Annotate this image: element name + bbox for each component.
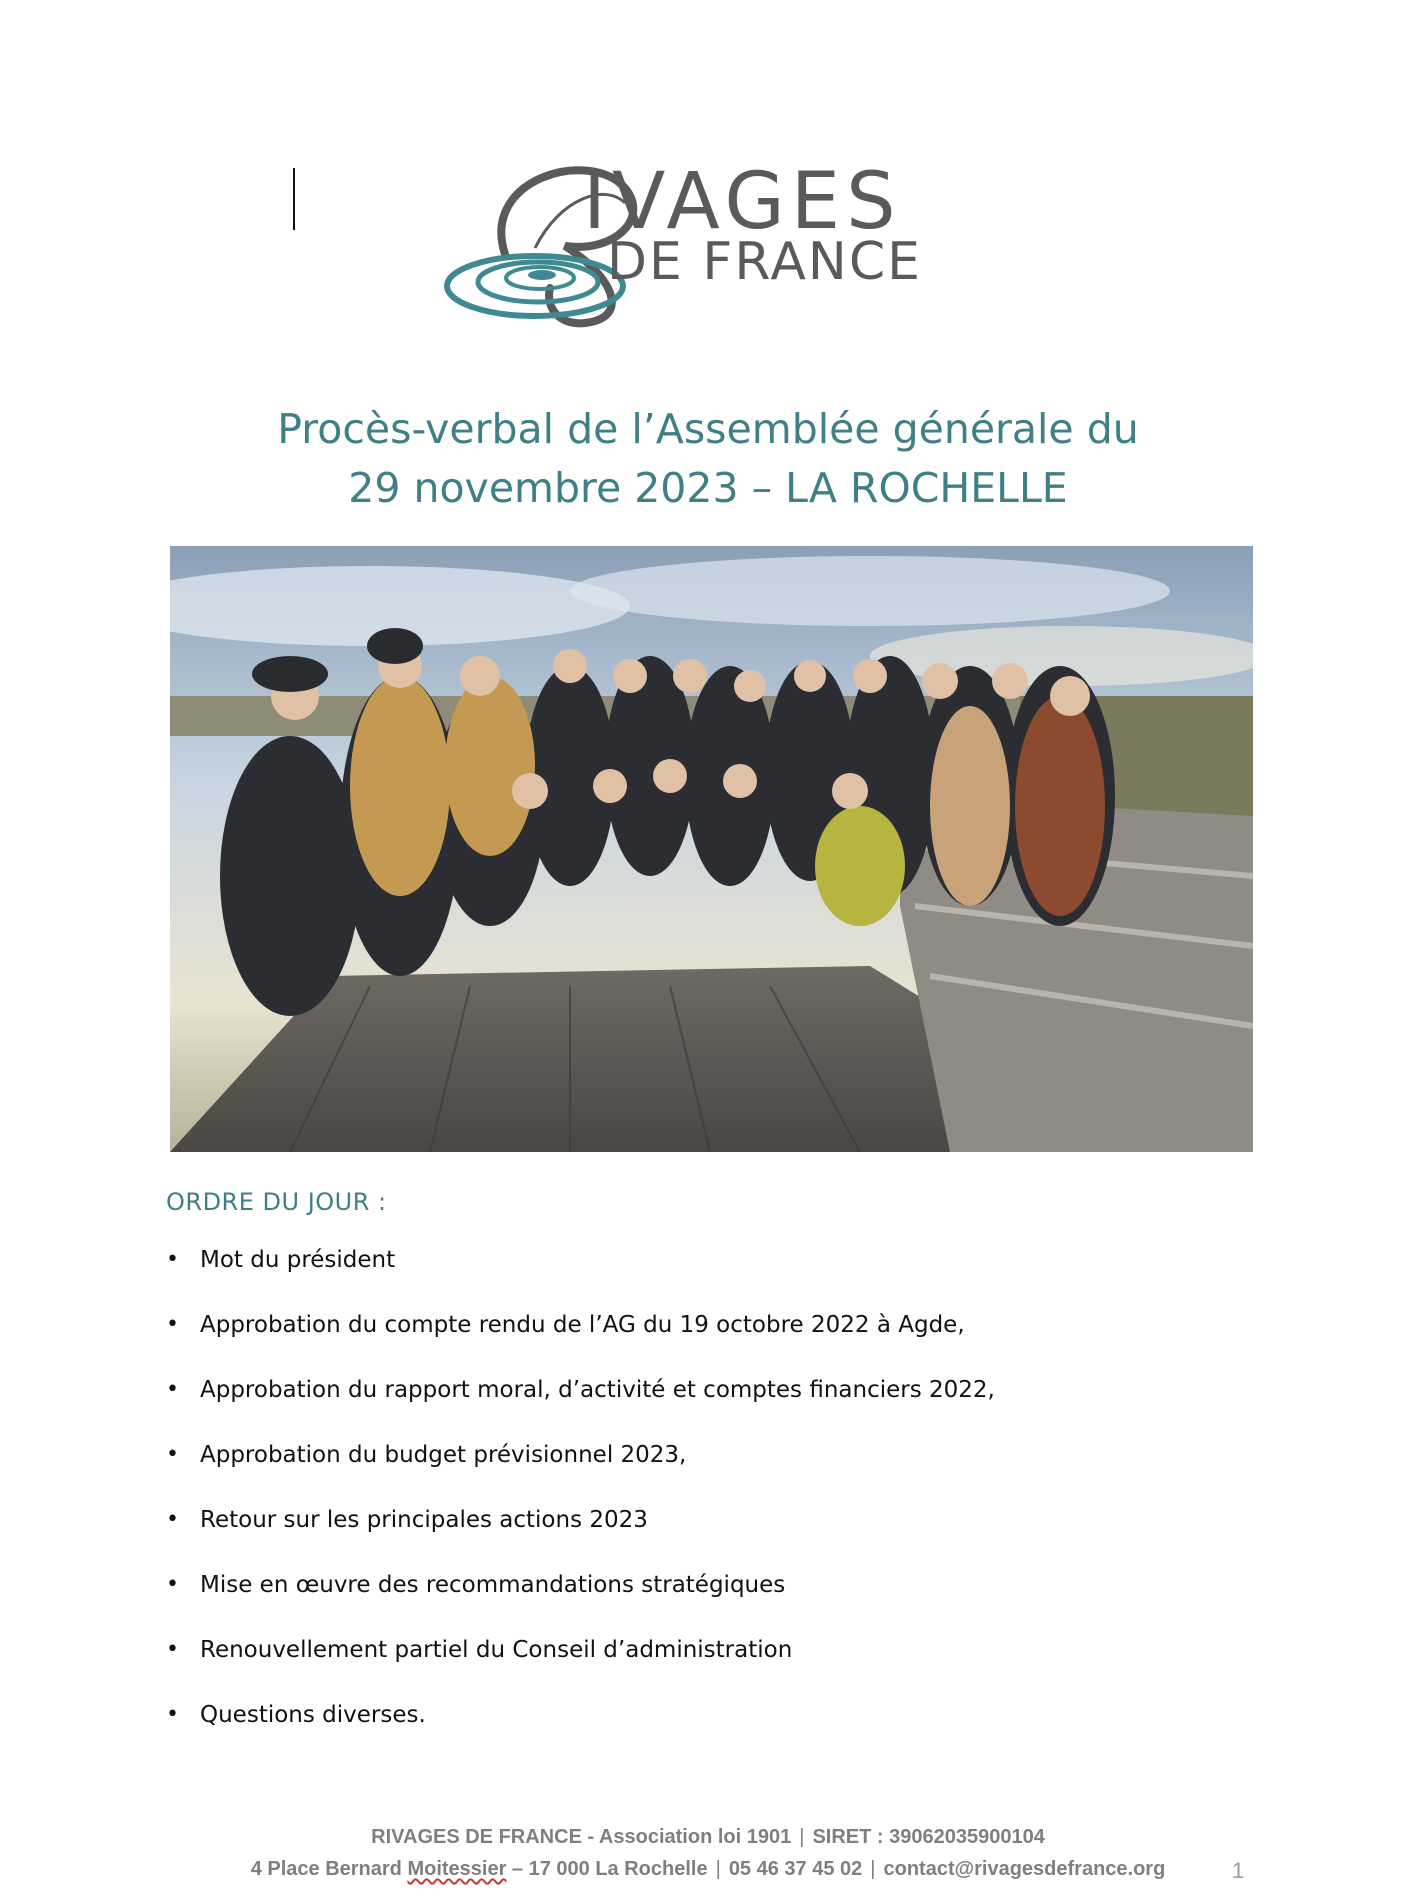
page-number: 1	[1232, 1858, 1245, 1883]
bullet: •	[166, 1247, 179, 1272]
bullet: •	[166, 1507, 179, 1532]
bullet: •	[166, 1442, 179, 1467]
footer-org: RIVAGES DE FRANCE - Association loi 1901	[371, 1826, 792, 1848]
agenda-item-text: Approbation du rapport moral, d’activité et comptes financiers 2022,	[200, 1377, 995, 1403]
bullet: •	[166, 1572, 179, 1597]
title-line-1: Procès-verbal de l’Assemblée générale du	[277, 405, 1139, 453]
footer-address-post: – 17 000 La Rochelle	[506, 1858, 708, 1880]
page-title	[180, 400, 1236, 518]
rivages-de-france-logo	[440, 158, 920, 328]
agenda-item-text: Approbation du budget prévisionnel 2023,	[200, 1442, 687, 1468]
footer-separator: |	[715, 1858, 721, 1880]
title-line-2: 29 novembre 2023 – LA ROCHELLE	[348, 464, 1068, 512]
agenda-item	[166, 1700, 1266, 1765]
footer-separator: |	[799, 1826, 805, 1848]
agenda-item-text: Retour sur les principales actions 2023	[200, 1507, 648, 1533]
agenda-list	[166, 1245, 1266, 1765]
agenda-item	[166, 1570, 1266, 1635]
footer-phone: 05 46 37 45 02	[728, 1858, 863, 1880]
agenda-item	[166, 1505, 1266, 1570]
agenda-item-text: Mise en œuvre des recommandations stratégiques	[200, 1572, 786, 1598]
bullet: •	[166, 1377, 179, 1402]
group-photo	[170, 546, 1253, 1152]
bullet: •	[166, 1702, 179, 1727]
footer-siret: SIRET : 39062035900104	[812, 1826, 1045, 1848]
agenda-item	[166, 1375, 1266, 1440]
footer-line-2	[0, 1858, 1416, 1881]
footer-address-street: Moitessier	[407, 1858, 507, 1880]
footer-address-pre: 4 Place Bernard	[250, 1858, 408, 1880]
agenda-item	[166, 1440, 1266, 1505]
footer-email[interactable]: contact@rivagesdefrance.org	[883, 1858, 1166, 1880]
agenda-item	[166, 1310, 1266, 1375]
logo-text-de-france: DE FRANCE	[607, 232, 922, 292]
group-photo-illustration	[170, 546, 1253, 1152]
footer-separator: |	[870, 1858, 876, 1880]
bullet: •	[166, 1312, 179, 1337]
agenda-item-text: Questions diverses.	[200, 1702, 426, 1728]
agenda-item	[166, 1245, 1266, 1310]
agenda-item-text: Mot du président	[200, 1247, 396, 1273]
logo-text-ivages: IVAGES	[583, 157, 902, 247]
agenda-item-text: Renouvellement partiel du Conseil d’administration	[200, 1637, 793, 1663]
agenda-heading: ORDRE DU JOUR :	[166, 1188, 387, 1216]
agenda-item-text: Approbation du compte rendu de l’AG du 19 octobre 2022 à Agde,	[200, 1312, 965, 1338]
agenda-item	[166, 1635, 1266, 1700]
bullet: •	[166, 1637, 179, 1662]
text-cursor	[293, 168, 295, 230]
footer-line-1	[0, 1826, 1416, 1849]
